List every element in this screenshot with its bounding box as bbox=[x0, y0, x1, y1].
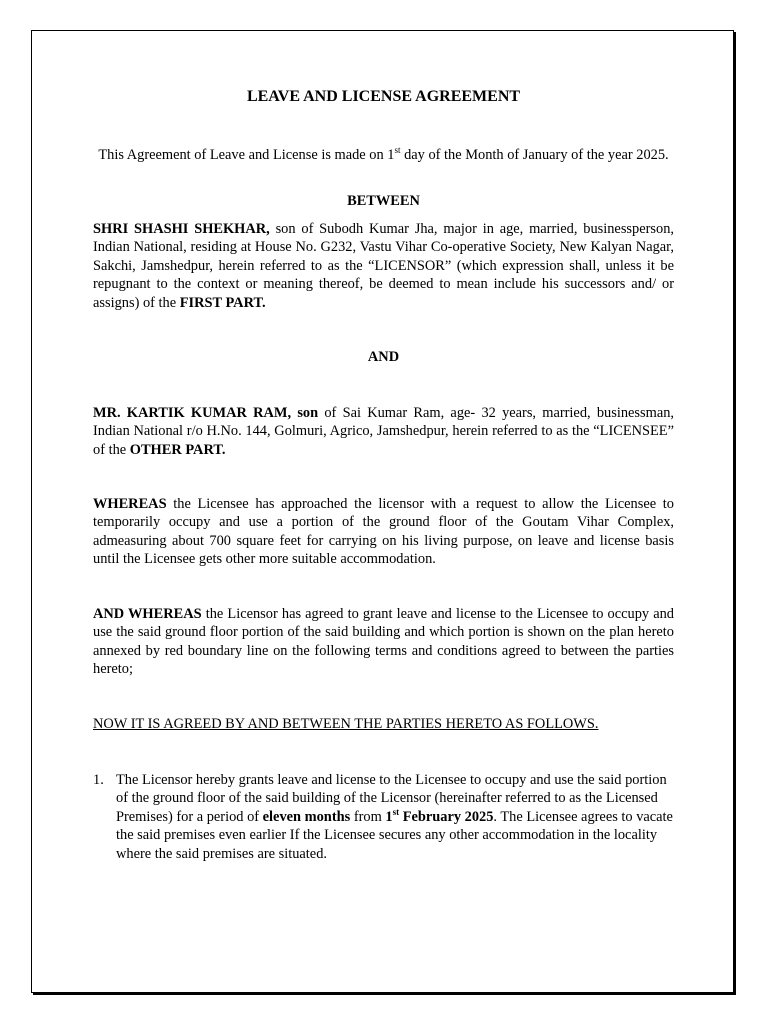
whereas-lead: WHEREAS bbox=[93, 496, 167, 512]
clause-1-date-superscript: st bbox=[392, 807, 400, 818]
clause-1-date-rest: February 2025 bbox=[399, 808, 494, 825]
licensee-text: of Sai Kumar Ram, age- 32 years, married, businessman, Indian National r/o H.No. 144, Golmuri, Agrico, Jamshedpur, herein referred to as the “LICENSEE” of the bbox=[93, 405, 674, 458]
licensor-text: son of Subodh Kumar Jha, major in age, married, businessperson, Indian National, residing at House No. G232, Vastu Vihar Co-operative Society, New Kalyan Nagar, Sakchi, Jamshedpur, herein referred to as the “LICENSOR” (which expression shall, unless it be repugnant to the context or meaning thereof, be deemed to mean include his successors and/ or assigns) of the bbox=[93, 221, 674, 311]
clause-1-start-date bbox=[385, 809, 493, 825]
and-whereas-paragraph bbox=[93, 605, 674, 679]
between-heading: BETWEEN bbox=[347, 193, 420, 209]
licensee-name: MR. KARTIK KUMAR RAM, son bbox=[93, 405, 319, 421]
intro-paragraph bbox=[93, 146, 674, 164]
clause-1-text-a: The Licensor hereby grants leave and license to the Licensee to occupy and use the said portion of the ground floor of the said building of the Licensor (hereinafter referred to as the Licensed Premises) for a period of bbox=[116, 772, 667, 825]
document-title: LEAVE AND LICENSE AGREEMENT bbox=[246, 88, 521, 105]
clause-1-text-b: from bbox=[350, 808, 386, 825]
intro-text-start: This Agreement of Leave and License is made on 1 bbox=[98, 147, 395, 163]
clause-1-duration: eleven months bbox=[262, 808, 351, 825]
and-whereas-lead: AND WHEREAS bbox=[93, 606, 202, 622]
and-whereas-text: the Licensor has agreed to grant leave and license to the Licensee to occupy and use the said ground floor portion of the said building and which portion is shown on the plan hereto annexed by red boundary line on the following terms and conditions agreed to between the parties hereto; bbox=[93, 606, 675, 678]
now-agreed-heading: NOW IT IS AGREED BY AND BETWEEN THE PARTIES HERETO AS FOLLOWS. bbox=[93, 716, 599, 732]
intro-text-end: day of the Month of January of the year 2025. bbox=[400, 147, 669, 163]
whereas-paragraph bbox=[93, 495, 674, 569]
licensor-paragraph bbox=[93, 220, 674, 312]
licensee-paragraph bbox=[93, 404, 674, 459]
intro-superscript: st bbox=[394, 145, 401, 156]
licensee-part: OTHER PART. bbox=[129, 441, 226, 458]
clause-1-date-day: 1 bbox=[385, 808, 393, 825]
clause-1-text bbox=[116, 771, 676, 863]
clause-1-text-c: . The Licensee agrees to vacate the said premises even earlier If the Licensee secures any other accommodation in the locality where the said premises are situated. bbox=[116, 808, 673, 862]
clause-1-number: 1. bbox=[93, 772, 104, 788]
whereas-text: the Licensee has approached the licensor with a request to allow the Licensee to temporarily occupy and use a portion of the ground floor of the Goutam Vihar Complex, admeasuring about 700 square feet for carrying on his living purpose, on leave and license basis until the Licensee gets other more suitable accommodation. bbox=[93, 496, 674, 568]
licensor-part: FIRST PART. bbox=[179, 294, 266, 311]
and-heading: AND bbox=[367, 349, 400, 365]
licensor-name: SHRI SHASHI SHEKHAR, bbox=[93, 221, 270, 237]
